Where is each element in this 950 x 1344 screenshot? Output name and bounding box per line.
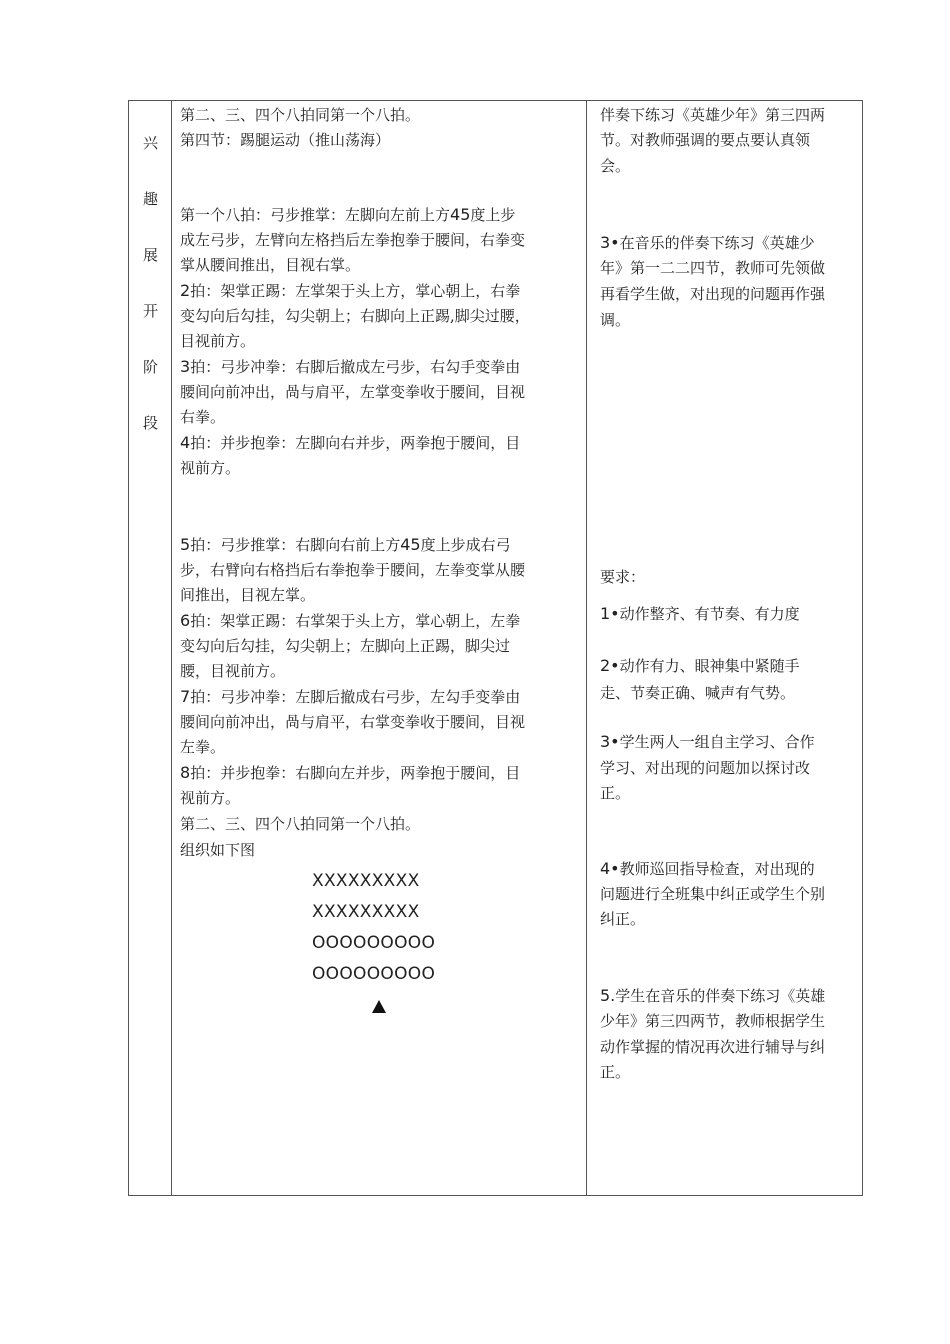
stage-char: 趣 <box>142 190 158 208</box>
formation-row: OOOOOOOOO <box>312 964 436 984</box>
text-line: 间推出，目视左掌。 <box>180 586 316 604</box>
text-line: 右拳。 <box>180 408 226 426</box>
notes-column <box>587 101 862 1195</box>
text-line: 2拍：架掌正踢：左掌架于头上方，掌心朝上，右拳 <box>180 281 521 300</box>
text-line: 3•在音乐的伴奏下练习《英雄少 <box>600 233 815 252</box>
formation-row: XXXXXXXXX <box>312 902 420 922</box>
text-line: 年》第一二二四节，教师可先领做 <box>600 259 826 277</box>
text-line: 掌从腰间推出，目视右掌。 <box>180 256 361 274</box>
text-line: 问题进行全班集中纠正或学生个别 <box>600 885 826 903</box>
text-line: 视前方。 <box>180 789 241 807</box>
text-line: 5.学生在音乐的伴奏下练习《英雄 <box>600 986 826 1005</box>
text-line: 变勾向后勾挂，勾尖朝上；右脚向上正踢,脚尖过腰， <box>180 307 530 325</box>
text-line: 腰，目视前方。 <box>180 662 286 680</box>
formation-row: OOOOOOOOO <box>312 933 436 953</box>
lesson-table <box>128 100 863 1196</box>
text-line: 成左弓步，左臂向左格挡后左拳抱拳于腰间，右拳变 <box>180 231 526 249</box>
stage-char: 阶 <box>142 358 158 376</box>
text-line: 变勾向后勾挂，勾尖朝上；左脚向上正踢，脚尖过 <box>180 637 511 655</box>
text-line: 腰间向前冲出，咼与肩平，左掌变拳收于腰间，目视 <box>180 383 526 401</box>
text-line: 调。 <box>600 311 631 329</box>
text-line: 第二、三、四个八拍同第一个八拍。 <box>180 815 421 833</box>
stage-char: 展 <box>142 246 158 264</box>
text-line: 6拍：架掌正踢：右掌架于头上方，掌心朝上，左拳 <box>180 611 521 630</box>
stage-char: 兴 <box>142 134 158 152</box>
text-line: 左拳。 <box>180 738 226 756</box>
text-line: 1•动作整齐、有节奏、有力度 <box>600 604 800 623</box>
text-line: 再看学生做，对出现的问题再作强 <box>600 285 826 303</box>
teacher-triangle-icon <box>372 1000 386 1013</box>
text-line: 腰间向前冲出，咼与肩平，右掌变拳收于腰间，目视 <box>180 713 526 731</box>
text-line: 5拍：弓步推掌：右脚向右前上方45度上步成右弓 <box>180 535 511 554</box>
text-line: 第二、三、四个八拍同第一个八拍。 <box>180 106 421 124</box>
text-line: 学习、对出现的问题加以探讨改 <box>600 759 811 777</box>
text-line: 7拍：弓步冲拳：左脚后撤成右弓步，左勾手变拳由 <box>180 687 521 706</box>
text-line: 会。 <box>600 157 631 175</box>
text-line: 正。 <box>600 784 631 802</box>
requirements-heading: 要求： <box>600 568 646 586</box>
text-line: 3•学生两人一组自主学习、合作 <box>600 732 815 751</box>
text-line: 第一个八拍：弓步推掌：左脚向左前上方45度上步 <box>180 205 516 224</box>
text-line: 3拍：弓步冲拳：右脚后撤成左弓步，右勾手变拳由 <box>180 357 521 376</box>
text-line: 2•动作有力、眼神集中紧随手 <box>600 656 800 675</box>
formation-row: XXXXXXXXX <box>312 871 420 891</box>
stage-column <box>129 101 172 1195</box>
text-line: 走、节奏正确、喊声有气势。 <box>600 684 796 702</box>
text-line: 正。 <box>600 1063 631 1081</box>
text-line: 动作掌握的情况再次进行辅导与纠 <box>600 1038 826 1056</box>
content-column <box>172 101 587 1195</box>
text-line: 组织如下图 <box>180 841 256 859</box>
text-line: 4•教师巡回指导检查，对出现的 <box>600 859 815 878</box>
text-line: 纠正。 <box>600 910 646 928</box>
stage-char: 段 <box>142 414 158 432</box>
text-line: 伴奏下练习《英雄少年》第三四两 <box>600 106 826 124</box>
text-line: 步，右臂向右格挡后右拳抱拳于腰间，左拳变掌从腰 <box>180 561 526 579</box>
stage-char: 开 <box>142 302 158 320</box>
text-line: 8拍：并步抱拳：右脚向左并步，两拳抱于腰间，目 <box>180 763 521 782</box>
section-title: 第四节：踢腿运动（推山荡海） <box>180 131 391 149</box>
text-line: 视前方。 <box>180 459 241 477</box>
text-line: 节。对教师强调的要点要认真领 <box>600 131 811 149</box>
text-line: 少年》第三四两节，教师根据学生 <box>600 1012 826 1030</box>
text-line: 4拍：并步抱拳：左脚向右并步，两拳抱于腰间，目 <box>180 433 521 452</box>
text-line: 目视前方。 <box>180 332 256 350</box>
